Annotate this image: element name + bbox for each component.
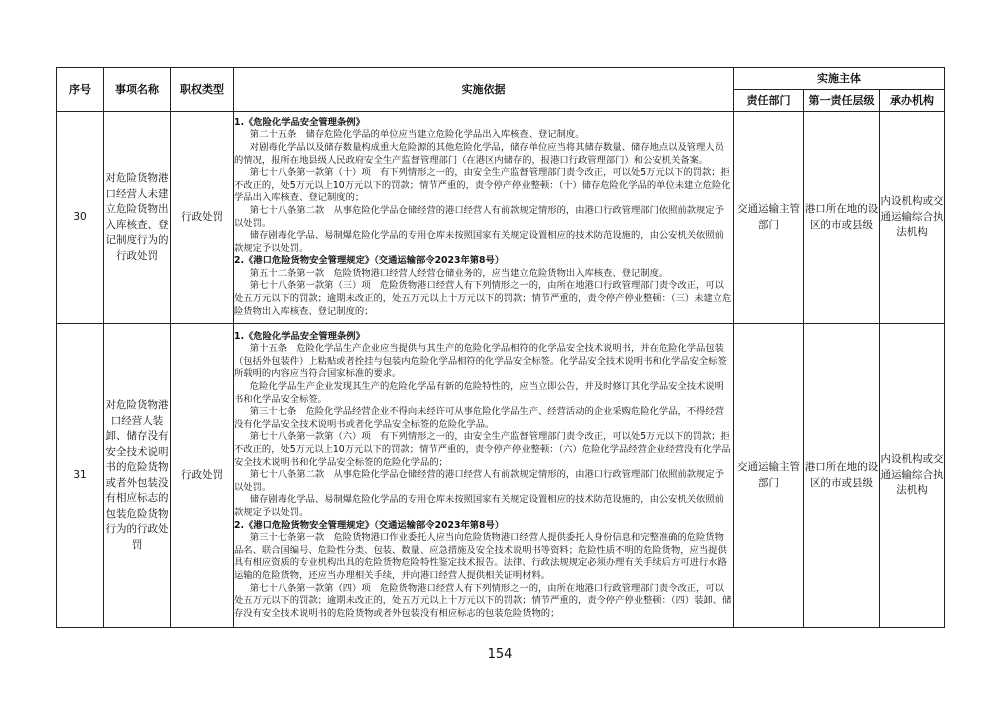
basis-paragraph: 第七十八条第二款 从事危险化学品仓储经营的港口经营人有前款规定情形的，由港口行政管理部门依照前款规定予以处罚。 [234,204,724,229]
row-basis [234,112,734,324]
page-number: 154 [487,647,513,662]
header-dept: 责任部门 [734,90,804,112]
table-row [57,112,945,324]
row-dept: 交通运输主管部门 [734,112,804,324]
basis-paragraph: 第七十八条第二款 从事危险化学品仓储经营的港口经营人有前款规定情形的，由港口行政管理部门依照前款规定予以处罚。 [234,469,724,493]
basis-paragraph: 第十五条 危险化学品生产企业应当提供与其生产的危险化学品相符的化学品安全技术说明书，并在危险化学品包装（包括外包装件）上粘贴或者拴挂与包装内危险化学品相符的化学品安全标签。化学品安全技术说明书和化学品安全标签所载明的内容应当符合国家标准的要求。 [234,343,727,380]
basis-paragraph: 第三十七条第一款 危险货物港口作业委托人应当向危险货物港口经营人提供委托人身份信息和完整准确的危险货物品名、联合国编号、危险性分类、包装、数量、应急措施及安全技术说明书等资料；危险性质不明的危险货物，应当提供具有相应资质的专业机构出具的危险货物危险特性鉴定技术报告。法律、行政法规规定必须办理有关手续后方可进行水路运输的危险货物，还应当办理相关手续，并向港口经营人提供相关证明材料。 [234,532,727,581]
header-power-type: 职权类型 [171,68,234,112]
header-index: 序号 [57,68,104,112]
row-index: 31 [57,324,104,628]
row-item-name: 对危险货物港口经营人未建立危险货物出入库核查、登记制度行为的行政处罚 [104,112,171,324]
row-agency: 内设机构或交通运输综合执法机构 [880,324,945,628]
basis-law-title: 1.《危险化学品安全管理条例》 [234,116,365,128]
basis-paragraph: 第三十七条 危险化学品经营企业不得向未经许可从事危险化学品生产、经营活动的企业采购危险化学品，不得经营没有化学品安全技术说明书或者化学品安全标签的危险化学品。 [234,406,724,430]
basis-paragraph: 第二十五条 储存危险化学品的单位应当建立危险化学品出入库核查、登记制度。 [249,129,585,141]
basis-paragraph: 储存剧毒化学品、易制爆危险化学品的专用仓库未按照国家有关规定设置相应的技术防范设施的，由公安机关依照前款规定予以处罚。 [234,230,724,254]
row-agency: 内设机构或交通运输综合执法机构 [880,112,945,324]
row-level: 港口所在地的设区的市或县级 [804,324,880,628]
basis-paragraph: 第五十二条第一款 危险货物港口经营人经营仓储业务的，应当建立危险货物出入库核查、登记制度。 [249,267,669,279]
row-item-name: 对危险货物港口经营人装卸、储存没有安全技术说明书的危险货物或者外包装没有相应标志的包装危险货物行为的行政处罚 [104,324,171,628]
basis-paragraph: 第七十八条第一款第（十）项 有下列情形之一的，由安全生产监督管理部门责令改正，可以处5万元以下的罚款；拒不改正的，处5万元以上10万元以下的罚款；情节严重的，责令停产停业整顿：（十）储存危险化学品的单位未建立危险化学品出入库核查、登记制度的； [234,167,731,204]
basis-paragraph: 第七十八条第一款第（四）项 危险货物港口经营人有下列情形之一的，由所在地港口行政管理部门责令改正，可以处五万元以下的罚款；逾期未改正的，处五万元以上十万元以下的罚款；情节严重的，责令停产停业整顿：（四）装卸、储存没有安全技术说明书的危险货物或者外包装没有相应标志的包装危险货物的； [234,582,732,619]
row-level: 港口所在地的设区的市或县级 [804,112,880,324]
basis-law-title: 1.《危险化学品安全管理条例》 [234,330,365,342]
header-basis: 实施依据 [234,68,734,112]
basis-paragraph: 对剧毒化学品以及储存数量构成重大危险源的其他危险化学品，储存单位应当将其储存数量、储存地点以及管理人员的情况，报所在地县级人民政府安全生产监督管理部门（在港区内储存的，报港口行政管理部门）和公安机关备案。 [234,141,724,166]
row-index: 30 [57,112,104,324]
enforcement-table [56,67,945,628]
header-agency: 承办机构 [880,90,945,112]
basis-paragraph: 危险化学品生产企业发现其生产的危险化学品有新的危险特性的，应当立即公告，并及时修订其化学品安全技术说明书和化学品安全标签。 [234,381,724,405]
table-row [57,324,945,628]
row-dept: 交通运输主管部门 [734,324,804,628]
header-subject: 实施主体 [734,68,945,90]
basis-paragraph: 第七十八条第一款第（三）项 危险货物港口经营人有下列情形之一的，由所在地港口行政管理部门责令改正，可以处五万元以下的罚款；逾期未改正的，处五万元以上十万元以下的罚款；情节严重的，责令停产停业整顿：（三）未建立危险货物出入库核查、登记制度的； [234,280,732,317]
row-basis [234,324,734,628]
basis-paragraph: 第七十八条第一款第（六）项 有下列情形之一的，由安全生产监督管理部门责令改正，可以处5万元以下的罚款；拒不改正的，处5万元以上10万元以下的罚款；情节严重的，责令停产停业整顿：（六）危险化学品经营企业经营没有化学品安全技术说明书和化学品安全标签的危险化学品的； [234,431,731,468]
header-item-name: 事项名称 [104,68,171,112]
basis-law-title: 2.《港口危险货物安全管理规定》（交通运输部令2023年第8号） [234,255,505,267]
header-row [57,68,945,90]
row-power-type: 行政处罚 [171,324,234,628]
row-power-type: 行政处罚 [171,112,234,324]
basis-paragraph: 储存剧毒化学品、易制爆危险化学品的专用仓库未按照国家有关规定设置相应的技术防范设施的，由公安机关依照前款规定予以处罚。 [234,494,724,518]
basis-law-title: 2.《港口危险货物安全管理规定》（交通运输部令2023年第8号） [234,519,505,531]
header-level: 第一责任层级 [804,90,880,112]
